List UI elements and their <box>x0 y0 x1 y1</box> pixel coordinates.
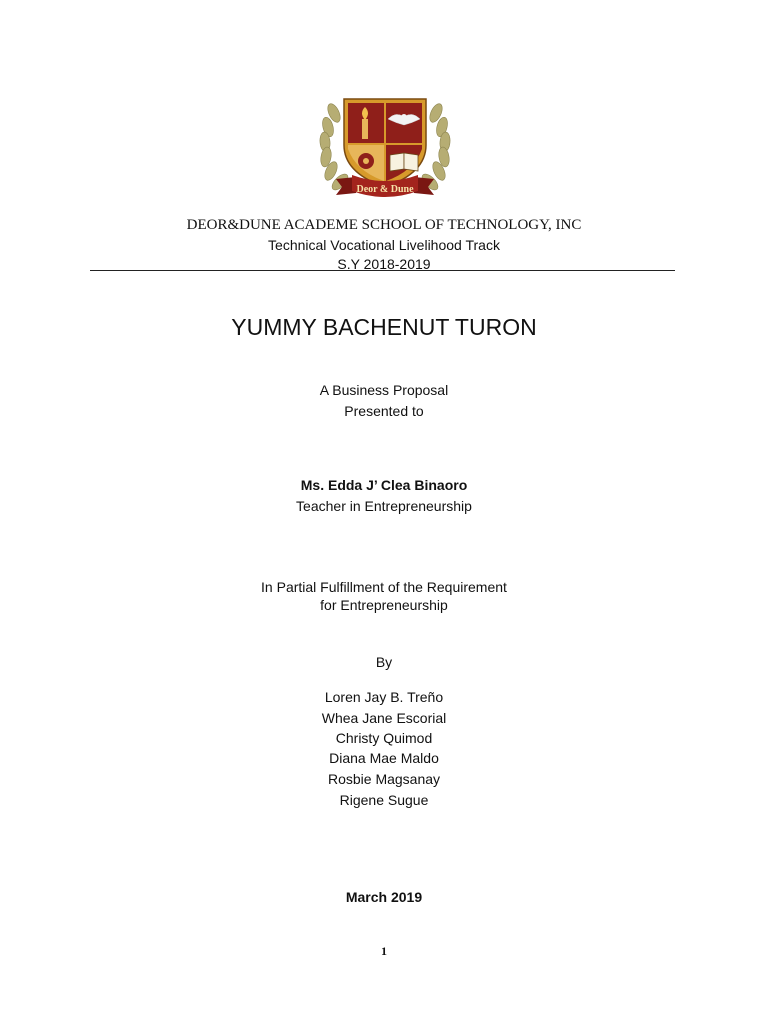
author-name: Rosbie Magsanay <box>327 771 441 787</box>
author-name: Whea Jane Escorial <box>321 710 447 726</box>
author-name: Loren Jay B. Treño <box>324 689 444 705</box>
fulfillment-line-1: In Partial Fulfillment of the Requirement <box>261 579 507 595</box>
author-name: Diana Mae Maldo <box>329 750 439 766</box>
document-title: YUMMY BACHENUT TURON <box>231 314 537 340</box>
header-divider <box>90 270 675 271</box>
school-name: DEOR&DUNE ACADEME SCHOOL OF TECHNOLOGY, INC <box>186 217 582 233</box>
page-number: 1 <box>381 944 387 958</box>
submission-date: March 2019 <box>345 889 423 905</box>
teacher-name: Ms. Edda J’ Clea Binaoro <box>300 477 468 493</box>
author-name: Rigene Sugue <box>339 792 429 808</box>
author-name: Christy Quimod <box>335 730 433 746</box>
shield-icon <box>344 99 426 187</box>
teacher-role: Teacher in Entrepreneurship <box>296 498 472 514</box>
fulfillment-line-2: for Entrepreneurship <box>320 597 448 613</box>
banner-text: Deor & Dune <box>356 184 414 195</box>
proposal-line-1: A Business Proposal <box>319 382 449 398</box>
track-name: Technical Vocational Livelihood Track <box>268 237 500 253</box>
school-crest-logo <box>318 93 452 203</box>
proposal-line-2: Presented to <box>344 403 424 419</box>
by-label: By <box>375 654 393 670</box>
school-year: S.Y 2018-2019 <box>337 256 431 272</box>
